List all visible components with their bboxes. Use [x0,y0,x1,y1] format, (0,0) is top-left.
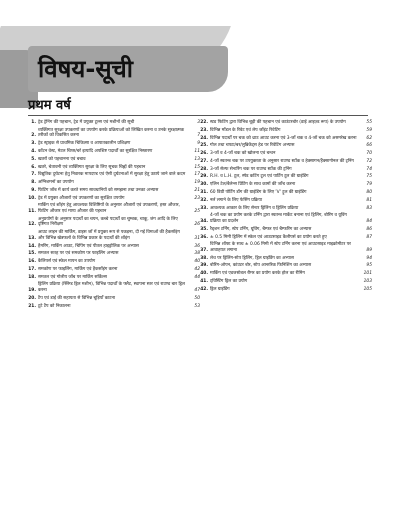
entry-title: गोल तथा चपटा/बर/लुब्रिकेंट्स हेड पर रिवेटिंग अभ्यास [210,143,295,149]
entry-page-number: 44 [194,274,200,280]
entry-title: ड्रिलिंग प्रक्रिया (स्लिंग्ड ड्रिल मशीन), विभिन्न पदार्थों के फ्लैट, स्थापना स्तर एवं राउण्ड बार ड्रिल करना [38,282,185,294]
entry-title: अनुप्रयोगों के अनुसार पदार्थों का चयन, कच्चे पदार्थों का चुम्बक, चाकू, जंग आदि के लिए दृष्टिगत निरीक्षण [38,216,178,228]
entry-number: 16. [28,259,36,265]
entry-page-number: 25 [194,209,200,214]
entry-page-number: 83 [366,205,372,211]
entry-page-number: 3 [197,120,200,125]
toc-entry[interactable] [200,198,372,204]
entry-page-number: 101 [363,271,372,277]
entry-title: एलिन टेल/बैलेन्स प्रिंटिंग के साथ कामों की जाँच करना [210,182,296,188]
entry-title: नर्ल लगाने के लिए फेसिंग प्रक्रिया [210,197,262,203]
entry-page-number: 15 [194,164,200,170]
entry-title: ट्रेड में प्रयुक्त औजारों एवं उपकरणों का सुरक्षित उपयोग [38,195,125,201]
toc-right-column [200,120,372,295]
entry-page-number: 7 [197,133,200,139]
entry-number: 40. [200,271,208,277]
entry-number: 42. [200,286,208,292]
entry-page-number: 81 [366,197,372,203]
toc-entry[interactable] [200,120,372,126]
entry-number: 23. [200,127,208,133]
entry-number: 18. [28,274,36,280]
entry-title: विभिन्न मॉडल के रिवेट एवं लेप जॉइंट रिवेटिंग [210,127,281,133]
toc-entry[interactable] [28,188,200,194]
entry-number: 2. [31,133,36,139]
entry-title: ड्रिल ग्राइंडिंग [210,286,230,292]
entry-number: 41. [200,279,208,285]
toc-left-column [28,120,200,311]
entry-title: मार्किंग एवं शॉइंग हेतु आवश्यक विशिष्टियों के अनुसार औजारों एवं उपकरणों, हस्त औजार, फिटिंग औजार एवं माप्य औजार की पहचान [38,203,180,214]
toc-entry[interactable] [28,157,200,163]
entry-number: 28. [200,166,208,172]
entry-page-number: 84 [366,218,372,224]
toc-entry[interactable] [200,167,372,173]
entry-page-number: 36 [194,243,200,249]
entry-page-number: 38 [194,251,200,257]
toc-entry[interactable] [200,227,372,233]
entry-number: 33. [200,205,208,211]
toc-entry[interactable] [28,217,200,228]
entry-title: फिटिंग जॉब में कार्य करते समय सावधानियों को समझना तथा उनका अभ्यास [38,187,159,193]
entry-number: 32. [200,197,208,203]
toc-entry[interactable] [28,165,200,171]
toc-entry[interactable] [200,256,372,262]
toc-entry[interactable] [28,267,200,273]
entry-number: 35. [200,226,208,232]
entry-page-number: 86 [366,226,372,232]
entry-number: 20. [28,295,36,301]
entry-page-number: 55 [366,120,372,125]
entry-number: 25. [200,143,208,149]
entry-page-number: 103 [363,279,372,285]
entry-title: लेथ पर ड्रिलिंग-स्टेप ड्रिलिंग, ड्रिल ग्राइंडिंग का अभ्यास [210,255,294,261]
entry-number: 7. [31,172,36,178]
toc-entry[interactable] [200,271,372,277]
entry-number: 6. [31,164,36,170]
entry-title: कैलिपर्स एवं स्केल मापन का उपयोग [38,259,96,265]
toc-entry[interactable] [28,141,200,147]
entry-title: ट्रेड स्ट्राइक से प्राथमिक चिकित्सा व आपातकालीन प्रशिक्षण [38,141,131,147]
entry-page-number: 53 [194,303,200,309]
entry-page-number: 17 [194,172,200,178]
toc-entry[interactable] [28,304,200,310]
entry-page-number: 80 [366,190,372,196]
entry-title: 4-जॉ स्वतन्त्र चक पर उपयुक्तता के अनुसार राउण्ड स्टॉक व हेक्सागन/हैक्सागोनल की ट्रनिंग [210,158,354,164]
toc-entry[interactable] [28,203,200,214]
entry-page-number: 13 [194,156,200,162]
toc-entry[interactable] [28,244,200,250]
entry-number: 19. [28,288,36,294]
toc-entry[interactable] [28,172,200,178]
toc-entry[interactable] [28,296,200,302]
entry-title: 3-जॉ व 4-जॉ चक को खोलना एवं बन्धन [210,151,276,157]
toc-entry[interactable] [28,251,200,257]
entry-page-number: 59 [366,127,372,133]
entry-page-number: 72 [366,158,372,164]
entry-title: खतरे, चेतावनी एवं व्यक्तिगत सुरक्षा के लिए सूचक चिह्नों की पहचान [38,164,146,170]
entry-number: 14. [28,243,36,249]
entry-page-number: 9 [197,141,200,147]
toc-entry[interactable] [200,190,372,196]
entry-title: विभिन्न पदार्थों पर चक को थ्राउ आउट करना एवं 3-जॉ चक व 4-जॉ चक को असमरेख करना [210,135,357,141]
entry-number: 21. [28,303,36,309]
entry-number: 38. [200,255,208,261]
entry-title: आवश्यक आकार के लिए सेन्टर ड्रिलिंग व ड्रिलिंग प्रक्रिया [210,205,299,211]
entry-number: 30. [200,182,208,188]
entry-title: मार्किंग एवं एडजस्टेबल रीमर का प्रयोग करके होल का रीमिंग [210,271,305,277]
entry-title: अग्निशमनों का उपयोग [38,180,74,186]
toc-entry[interactable] [200,242,372,253]
entry-title: खतरों को पहचानना एवं बचाव [38,156,86,162]
entry-number: 9. [31,187,36,193]
entry-number: 11. [28,209,36,214]
toc-entry[interactable] [200,174,372,180]
entry-number: 27. [200,158,208,164]
entry-page-number: 40 [194,259,200,265]
toc-entry[interactable] [28,180,200,186]
entry-page-number: 19 [194,180,200,186]
entry-number: 34. [200,218,208,224]
entry-title: टैप एवं डाई की सहायता से विभिन्न चूड़ियाँ काटना [38,295,116,301]
entry-page-number: 26 [194,222,200,228]
toc-entry[interactable] [200,213,372,224]
entry-title: 3-जॉ सेल्फ सेन्टरिंग चक पर राउण्ड स्टॉक की ट्रनिंग [210,166,292,172]
entry-number: 39. [200,263,208,269]
entry-page-number: 74 [366,166,372,172]
entry-page-number: 50 [194,295,200,301]
entry-title: समतल सतह पर एवं समकोण पर फाइलिंग अभ्यास [38,251,119,257]
toc-entry[interactable] [28,120,200,126]
entry-title: समतल एवं गोलीय जॉब पर मार्किंग सर्किल्स [38,274,108,280]
toc-entry[interactable] [200,235,372,241]
entry-page-number: 31 [194,235,200,241]
page-title: विषय-सूची [38,55,133,83]
toc-entry[interactable] [28,128,200,139]
entry-number: 13. [28,235,36,241]
toc-entry[interactable] [28,259,200,265]
toc-entry[interactable] [200,151,372,157]
toc-entry[interactable] [200,206,372,212]
toc-entry[interactable] [28,149,200,155]
toc-entry[interactable] [200,263,372,269]
toc-entry[interactable] [28,275,200,281]
entry-number: 4. [31,148,36,154]
section-heading: प्रथम वर्ष [28,98,71,113]
entry-number: 5. [31,156,36,162]
entry-number: 3. [31,141,36,147]
entry-title: ± 0.5 मिमी ड्रिलिंग में स्केल एवं आउटसाइड कैलीपर्स का प्रयोग करते हुए [210,234,327,240]
toc-entry[interactable] [200,279,372,285]
entry-title: ट्रेड ट्रेनिंग की पहचान, ट्रेड में प्रयुक्त टूल्स एवं मशीनों की सूची [38,120,135,125]
entry-page-number: 47 [194,288,200,294]
entry-title: टूटे टैप को निकालना [38,303,71,309]
toc-entry[interactable] [28,230,200,241]
entry-page-number: 70 [366,151,372,157]
entry-title: ट्विस्टिंग ड्रिल का प्रयोग [210,279,248,285]
entry-page-number: 87 [366,234,372,240]
entry-title: 4-जॉ चक का प्रयोग करके टर्निंग द्वारा स्वतन्त्र मार्केट बनाना एवं ड्रिलिंग, बोरिंग व ग्रूविंग प्रक्रिया का प्रदर्शन [210,213,347,224]
entry-number: 15. [28,251,36,257]
entry-page-number: 89 [366,247,372,253]
title-banner [28,46,228,92]
entry-page-number: 21 [194,187,200,193]
entry-number: 12. [28,222,36,228]
entry-number: 31. [200,190,208,196]
entry-page-number: 11 [194,148,200,154]
entry-number: 26. [200,151,208,157]
entry-page-number: 75 [366,174,372,180]
entry-title: विद्युतिक दुर्घटना हेतु निवारक मापदण्ड एवं ऐसी दुर्घटनाओं में सुरक्षा हेतु उठाये जाने वाले कदम [38,172,186,178]
entry-title: व्यक्तिगत सुरक्षा उपकरणों का उपयोग करके प्रक्रियाओं को लिखित करना व उनके सुरक्षात्मक तरीकों को विकसित करना [38,127,185,139]
entry-number: 8. [31,180,36,186]
entry-page-number: 94 [366,255,372,261]
entry-page-number: 42 [194,266,200,272]
entry-title: आउट लाइन की मार्किंग, डाइस जॉ में प्रयुक्त रूप से पकड़ना, दी गई विमाओं की हैकसॉइंग और विभिन्न खेत्रफलों के विभिन्न प्रकार के पदार्थों की शॉइंग [38,230,180,241]
entry-page-number: 79 [366,182,372,188]
entry-page-number: 105 [363,286,372,292]
toc-entry[interactable] [200,128,372,134]
entry-number: 37. [200,247,208,253]
entry-page-number: 95 [366,263,372,269]
entry-page-number: 23 [194,195,200,201]
toc-entry[interactable] [200,159,372,165]
entry-title: स्टड फिटिंग द्वारा विभिन्न चूड़ी की पहचान एवं काउंटरबोर (डाई आइज़्ड रूप) के उपयोग [210,120,346,125]
entry-number: 24. [200,135,208,141]
toc-entry[interactable] [200,136,372,142]
entry-title: विभिन्न शॉफ्ट के साथ ± 0.06 मिमी में स्टेप टर्निंग करना एवं आउटसाइड माइक्रोमीटर पर आवाहयत लगाना [210,242,351,253]
entry-title: समकोण पर फाइलिंग, मार्किंग एवं हैकसॉइंग करना [38,266,118,272]
entry-number: 1. [31,120,36,125]
entry-number: 29. [200,174,208,180]
entry-title: हैमरिंग, मार्किंग आउट, चिपिंग एवं पीतल हाइड्रोलिक पर अभ्यास [38,243,139,249]
entry-title: कॉटन वेस्ट, मेटल चिप्स/बर्र इत्यादि अपशिष्ट पदार्थों का सुरक्षित निस्तारण [38,148,153,154]
entry-title: बोरिंग-ओपन, कांउटर बोर, स्टेप आन्तरिक फिनिशिंग का अभ्यास [210,263,312,269]
toc-entry[interactable] [28,282,200,293]
entry-page-number: 62 [366,135,372,141]
toc-entry[interactable] [28,196,200,202]
section-divider [28,115,368,116]
entry-title: R.H. व L.H. टूल, स्पेड कटिंग टूल एवं पार्टिंग टूल की ग्राइंडिंग [210,174,309,180]
entry-title: रैड्शन टर्निंग, स्टेप टर्निंग, ग्रूविंग, चैम्फर एवं चैम्फरिंग का अभ्यास [210,226,312,232]
toc-entry[interactable] [200,143,372,149]
entry-number: 22. [200,120,208,125]
entry-number: 36. [200,234,208,240]
entry-number: 10. [28,195,36,201]
entry-title: 60 डिग्री पोर्टिंग डॉग की ग्राइंडिंग के लिए 'V' ट्रूल की ग्राइंडिंग [210,190,307,196]
toc-entry[interactable] [200,287,372,293]
entry-number: 17. [28,266,36,272]
toc-entry[interactable] [200,182,372,188]
entry-page-number: 66 [366,143,372,149]
